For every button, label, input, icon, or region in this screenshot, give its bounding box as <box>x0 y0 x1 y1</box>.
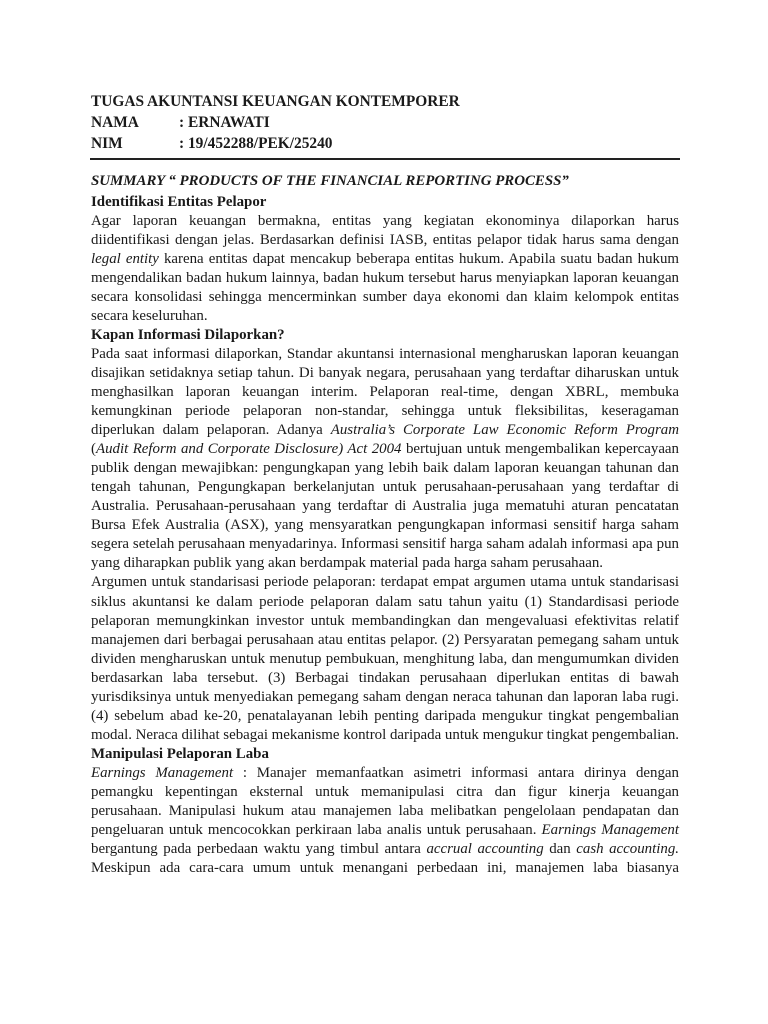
document-header <box>91 91 460 154</box>
paragraph-kapan-2: Argumen untuk standarisasi periode pelaporan: terdapat empat argumen utama untuk standarisasi siklus akuntansi ke dalam periode pelaporan dalam satu tahun yaitu (1) Standardisasi periode pelaporan memungkinkan investor untuk membandingkan dan mengevaluasi efektivitas relatif manajemen dari berbagai perusahaan atau entitas pelapor. (2) Persyaratan pemegang saham untuk dividen mengharuskan untuk menutup pembukuan, menghitung laba, dan mengumumkan dividen berdasarkan laba tersebut. (3) Berbagai tindakan perusahaan diperlukan entitas di bawah yurisdiksinya untuk menyediakan pemegang saham dengan neraca tahunan dan laporan laba rugi. (4) sebelum abad ke-20, penatalayanan lebih penting daripada mengukur tingkat pengembalian modal. Neraca dilihat sebagai mekanisme kontrol daripada untuk mengukur tingkat pengembalian. <box>91 574 679 743</box>
summary-title: SUMMARY “ PRODUCTS OF THE FINANCIAL REPORTING PROCESS” <box>91 173 569 189</box>
name-row <box>91 112 460 133</box>
nim-label: NIM <box>91 135 123 152</box>
section-heading-identifikasi: Identifikasi Entitas Pelapor <box>91 193 267 210</box>
name-value: : ERNAWATI <box>179 114 270 131</box>
assignment-title: TUGAS AKUNTANSI KEUANGAN KONTEMPORER <box>91 93 460 110</box>
paragraph-kapan-1: Pada saat informasi dilaporkan, Standar akuntansi internasional mengharuskan laporan keuangan disajikan setidaknya setiap tahun. Di banyak negara, perusahaan yang terdaftar diharuskan untuk menghasilkan laporan keuangan interim. Pelaporan real-time, dengan XBRL, membuka kemungkinan periode pelaporan non-standar, sehingga untuk fleksibilitas, keseragaman diperlukan dalam pelaporan. Adanya Australia’s Corporate Law Economic Reform Program (Audit Reform and Corporate Disclosure) Act 2004 bertujuan untuk mengembalikan kepercayaan publik dengan mewajibkan: pengungkapan yang lebih baik dalam laporan keuangan tahunan dan tengah tahunan, Pengungkapan berkelanjutan untuk perusahaan-perusahaan yang terdaftar di Australia. Perusahaan-perusahaan yang terdaftar di Australia juga mematuhi aturan pencatatan Bursa Efek Australia (ASX), yang mensyaratkan pengungkapan informasi sensitif harga saham segera setelah perusahaan menyadarinya. Informasi sensitif harga saham adalah informasi apa pun yang diharapkan publik yang akan berdampak material pada harga saham perusahaan. <box>91 345 679 572</box>
nim-value: : 19/452288/PEK/25240 <box>179 135 333 152</box>
paragraph-identifikasi: Agar laporan keuangan bermakna, entitas yang kegiatan ekonominya dilaporkan harus diidentifikasi dengan jelas. Berdasarkan definisi IASB, entitas pelapor tidak harus sama dengan legal entity karena entitas dapat mencakup beberapa entitas hukum. Apabila suatu badan hukum mengendalikan badan hukum lainnya, badan hukum tersebut harus menyiapkan laporan keuangan secara konsolidasi sehingga mencerminkan sumber daya ekonomi dan klaim kelompok entitas secara keseluruhan. <box>91 212 679 324</box>
name-label: NAMA <box>91 114 139 131</box>
header-divider <box>90 158 680 160</box>
section-heading-kapan: Kapan Informasi Dilaporkan? <box>91 326 285 343</box>
nim-row <box>91 133 460 154</box>
document-body <box>91 172 679 878</box>
title-row <box>91 91 460 112</box>
paragraph-manipulasi: Earnings Management : Manajer memanfaatkan asimetri informasi antara dirinya dengan pemangku kepentingan eksternal untuk memanipulasi citra dan figur kinerja keuangan perusahaan. Manipulasi hukum atau manajemen laba melibatkan pengelolaan pendapatan dan pengeluaran untuk mencocokkan perkiraan laba analis untuk perusahaan. Earnings Management bergantung pada perbedaan waktu yang timbul antara accrual accounting dan cash accounting. Meskipun ada cara-cara umum untuk menangani perbedaan ini, manajemen laba biasanya <box>91 764 679 877</box>
section-heading-manipulasi: Manipulasi Pelaporan Laba <box>91 745 269 762</box>
